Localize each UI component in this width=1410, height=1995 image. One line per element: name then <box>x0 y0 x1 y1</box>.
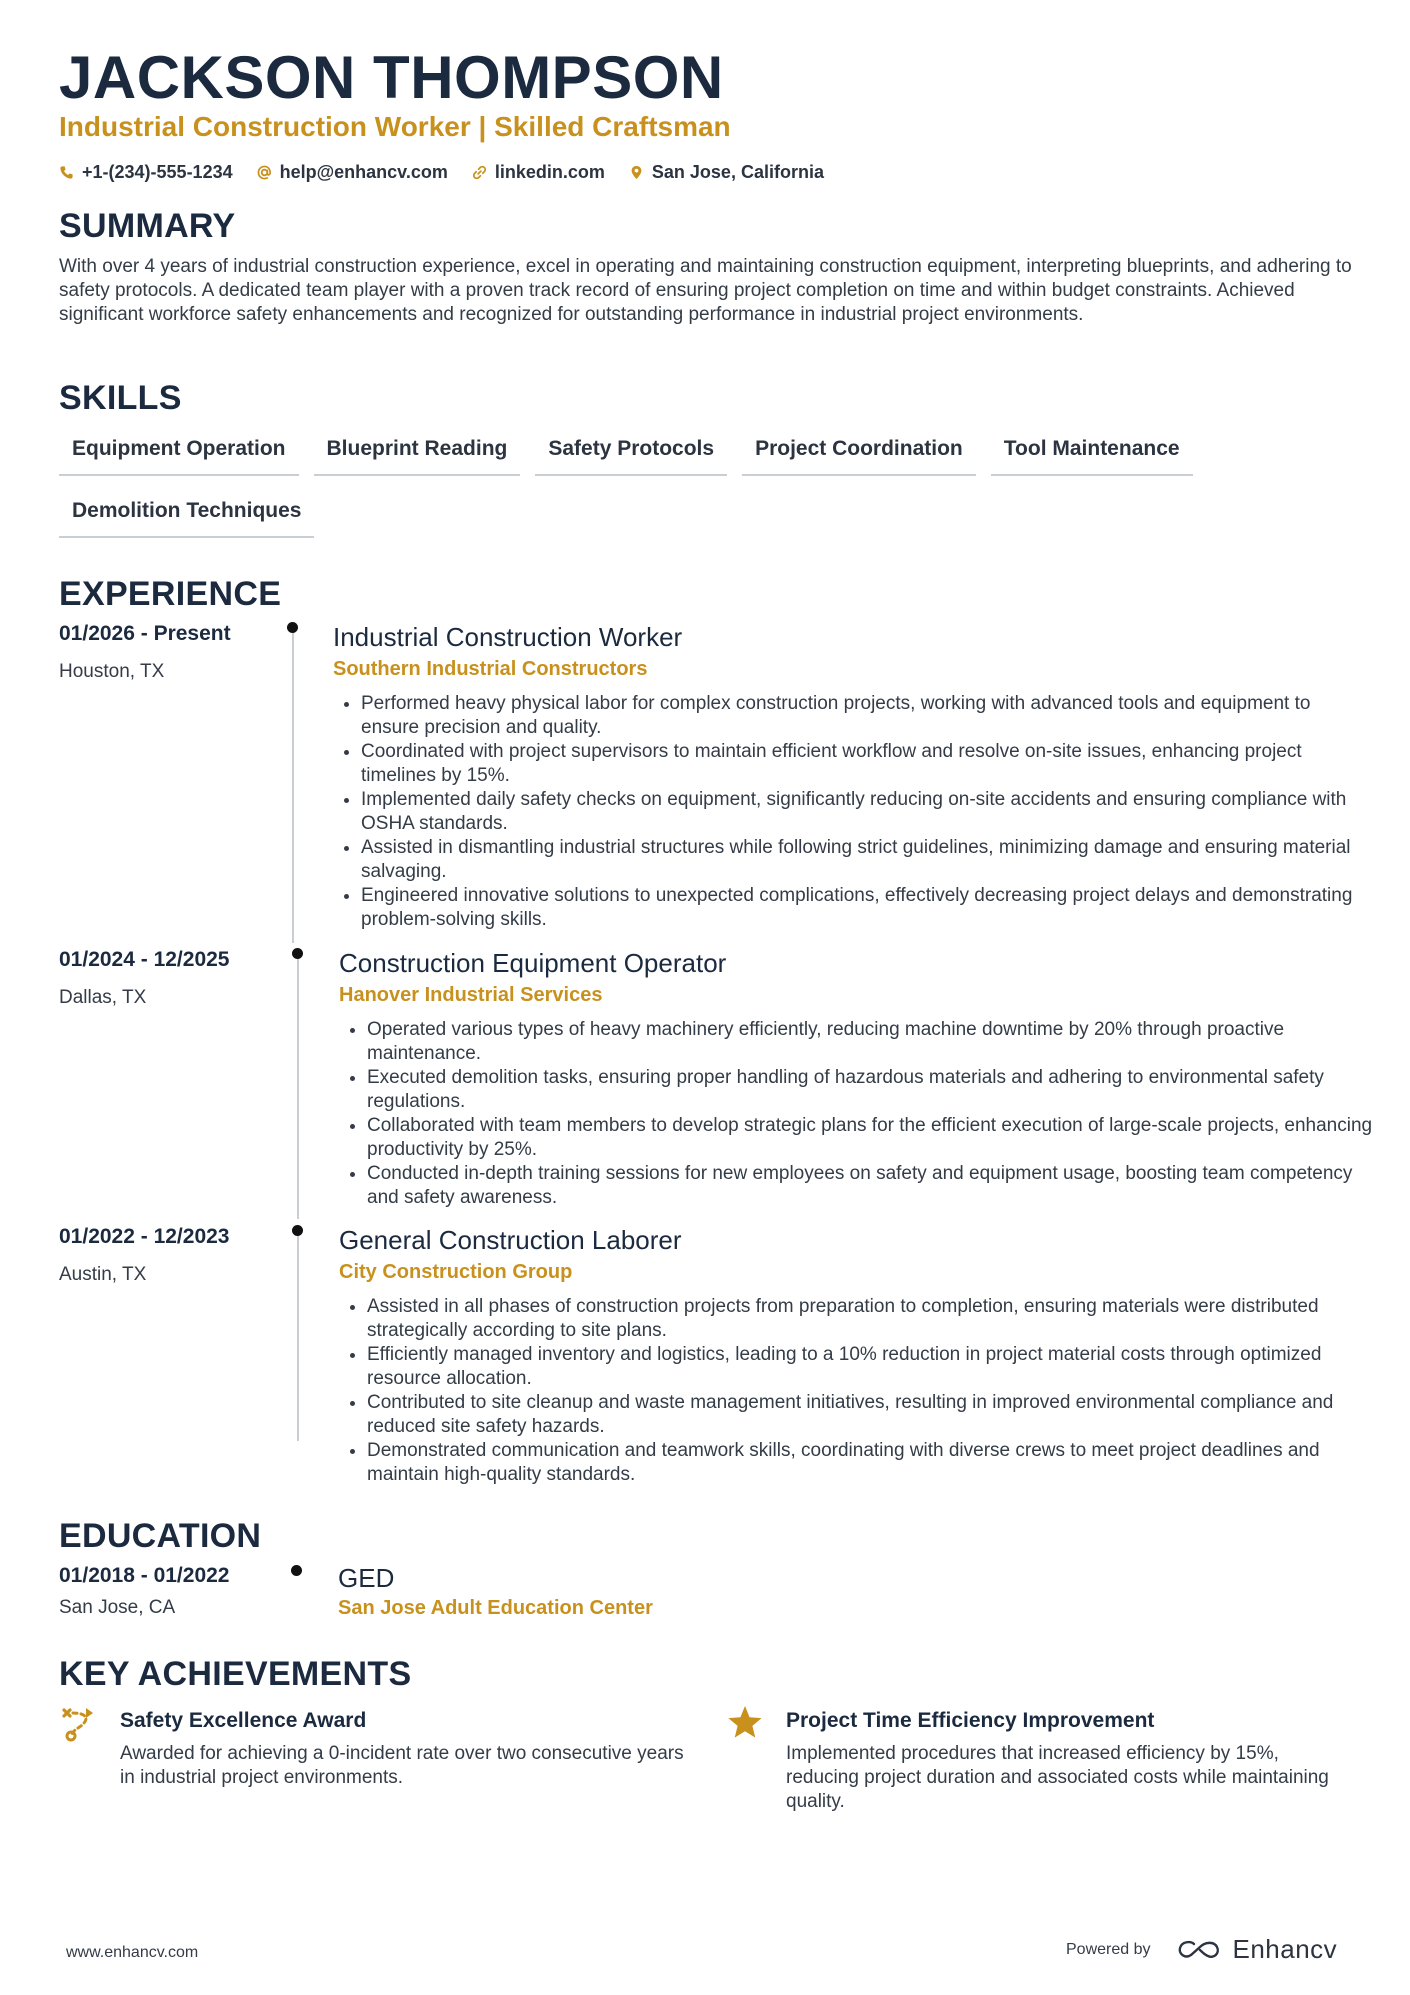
phone-text: +1-(234)-555-1234 <box>82 162 233 182</box>
achievements-heading: KEY ACHIEVEMENTS <box>59 1655 412 1693</box>
job-location: Houston, TX <box>59 661 165 682</box>
timeline-dot <box>291 1565 302 1576</box>
job-details <box>339 1223 1379 1487</box>
job-bullet: • Contributed to site cleanup and waste management initiatives, resulting in improved environmental compliance and reduced site safety hazards. <box>367 1391 1379 1439</box>
job-location: Dallas, TX <box>59 987 147 1008</box>
job-bullet: • Implemented daily safety checks on equipment, significantly reducing on-site accidents and ensuring compliance with OSHA standards. <box>361 788 1373 836</box>
contact-linkedin[interactable] <box>472 158 605 186</box>
job-dates: 01/2022 - 12/2023 <box>59 1225 230 1248</box>
experience-heading: EXPERIENCE <box>59 575 282 613</box>
contact-phone[interactable] <box>59 158 233 186</box>
job-bullet: • Coordinated with project supervisors to maintain efficient workflow and resolve on-site issues, enhancing project timelines by 15%. <box>361 740 1373 788</box>
job-bullet: • Collaborated with team members to develop strategic plans for the efficient execution of large-scale projects, enhancing productivity by 25%. <box>367 1114 1379 1162</box>
candidate-name: JACKSON THOMPSON <box>59 44 724 111</box>
candidate-title: Industrial Construction Worker | Skilled Craftsman <box>59 111 731 142</box>
education-heading: EDUCATION <box>59 1517 262 1555</box>
job-bullet: • Performed heavy physical labor for complex construction projects, working with advanced tools and equipment to ensure precision and quality. <box>361 692 1373 740</box>
job-bullet: • Demonstrated communication and teamwork skills, coordinating with diverse crews to meet project deadlines and maintain high-quality standards. <box>367 1439 1379 1487</box>
achievement-description: Awarded for achieving a 0-incident rate over two consecutive years in industrial project environments. <box>120 1743 684 1788</box>
linkedin-text: linkedin.com <box>494 162 605 182</box>
location-pin-icon <box>629 165 644 180</box>
job-meta <box>59 1223 299 1287</box>
timeline-line <box>292 628 294 943</box>
education-school: San Jose Adult Education Center <box>338 1597 653 1619</box>
education-location: San Jose, CA <box>59 1597 176 1618</box>
timeline-dot <box>292 1225 303 1236</box>
job-location: Austin, TX <box>59 1264 147 1285</box>
link-icon <box>472 165 487 180</box>
summary-heading: SUMMARY <box>59 207 236 245</box>
job-details <box>339 946 1379 1210</box>
summary-text: With over 4 years of industrial construction experience, excel in operating and maintaining construction equipment, interpreting blueprints, and adhering to safety protocols. A dedicated team player with a proven track record of ensuring project completion on time and within budget constraints. Achieved significant workforce safety enhancements and recognized for outstanding performance in industrial project environments. <box>59 256 1352 325</box>
job-bullet: • Assisted in all phases of construction projects from preparation to completion, ensuring materials were distributed strategically according to site plans. <box>367 1295 1379 1343</box>
contact-bar <box>59 158 824 186</box>
education-degree: GED <box>338 1563 395 1593</box>
job-meta <box>59 946 299 1010</box>
timeline-dot <box>287 622 298 633</box>
skill-tag: Safety Protocols <box>535 430 727 476</box>
location-text: San Jose, California <box>651 162 824 182</box>
brand-name: Enhancv <box>1232 1934 1338 1964</box>
footer-website[interactable]: www.enhancv.com <box>66 1944 199 1961</box>
job-bullet: • Conducted in-depth training sessions for new employees on safety and equipment usage, boosting team competency and safety awareness. <box>367 1162 1379 1210</box>
contact-location <box>629 158 824 186</box>
powered-by-label: Powered by <box>1066 1940 1151 1958</box>
job-bullet: • Assisted in dismantling industrial structures while following strict guidelines, minimizing damage and ensuring material salvaging. <box>361 836 1373 884</box>
star-icon <box>726 1704 764 1742</box>
education-meta <box>59 1562 299 1620</box>
education-details <box>338 1563 1378 1621</box>
brand-logo[interactable] <box>1177 1934 1338 1965</box>
job-bullets <box>333 692 1373 932</box>
job-meta <box>59 620 299 684</box>
job-dates: 01/2026 - Present <box>59 622 231 645</box>
skill-tag: Tool Maintenance <box>991 430 1193 476</box>
job-bullet: • Executed demolition tasks, ensuring proper handling of hazardous materials and adhering to environmental safety regulations. <box>367 1066 1379 1114</box>
skills-heading: SKILLS <box>59 379 182 417</box>
job-role: Construction Equipment Operator <box>339 948 727 978</box>
achievement-title: Safety Excellence Award <box>120 1709 367 1732</box>
job-role: Industrial Construction Worker <box>333 622 683 652</box>
contact-email[interactable] <box>257 158 448 186</box>
timeline-line <box>297 1231 299 1441</box>
enhancv-logo-icon <box>1177 1938 1223 1962</box>
skills-list <box>59 430 1359 538</box>
skill-tag: Equipment Operation <box>59 430 299 476</box>
skill-tag: Demolition Techniques <box>59 492 314 538</box>
timeline-dot <box>292 948 303 959</box>
job-bullet: • Engineered innovative solutions to unexpected complications, effectively decreasing project delays and demonstrating problem-solving skills. <box>361 884 1373 932</box>
achievement-title: Project Time Efficiency Improvement <box>786 1709 1155 1732</box>
skill-tag: Blueprint Reading <box>314 430 521 476</box>
job-bullets <box>339 1295 1379 1487</box>
job-company: City Construction Group <box>339 1261 573 1283</box>
job-company: Hanover Industrial Services <box>339 984 603 1006</box>
skill-tag: Project Coordination <box>742 430 976 476</box>
phone-icon <box>59 165 74 180</box>
email-text: help@enhancv.com <box>279 162 448 182</box>
job-bullet: • Operated various types of heavy machinery efficiently, reducing machine downtime by 20% through proactive maintenance. <box>367 1018 1379 1066</box>
job-details <box>333 620 1373 932</box>
achievement-description: Implemented procedures that increased efficiency by 15%, reducing project duration and associated costs while maintaining quality. <box>786 1743 1329 1812</box>
job-dates: 01/2024 - 12/2025 <box>59 948 230 971</box>
footer-branding <box>1066 1934 1337 1965</box>
job-bullets <box>339 1018 1379 1210</box>
timeline-line <box>297 954 299 1219</box>
job-company: Southern Industrial Constructors <box>333 658 648 680</box>
at-icon <box>257 165 272 180</box>
route-icon <box>60 1704 98 1742</box>
education-dates: 01/2018 - 01/2022 <box>59 1564 230 1587</box>
job-role: General Construction Laborer <box>339 1225 682 1255</box>
job-bullet: • Efficiently managed inventory and logistics, leading to a 10% reduction in project material costs through optimized resource allocation. <box>367 1343 1379 1391</box>
